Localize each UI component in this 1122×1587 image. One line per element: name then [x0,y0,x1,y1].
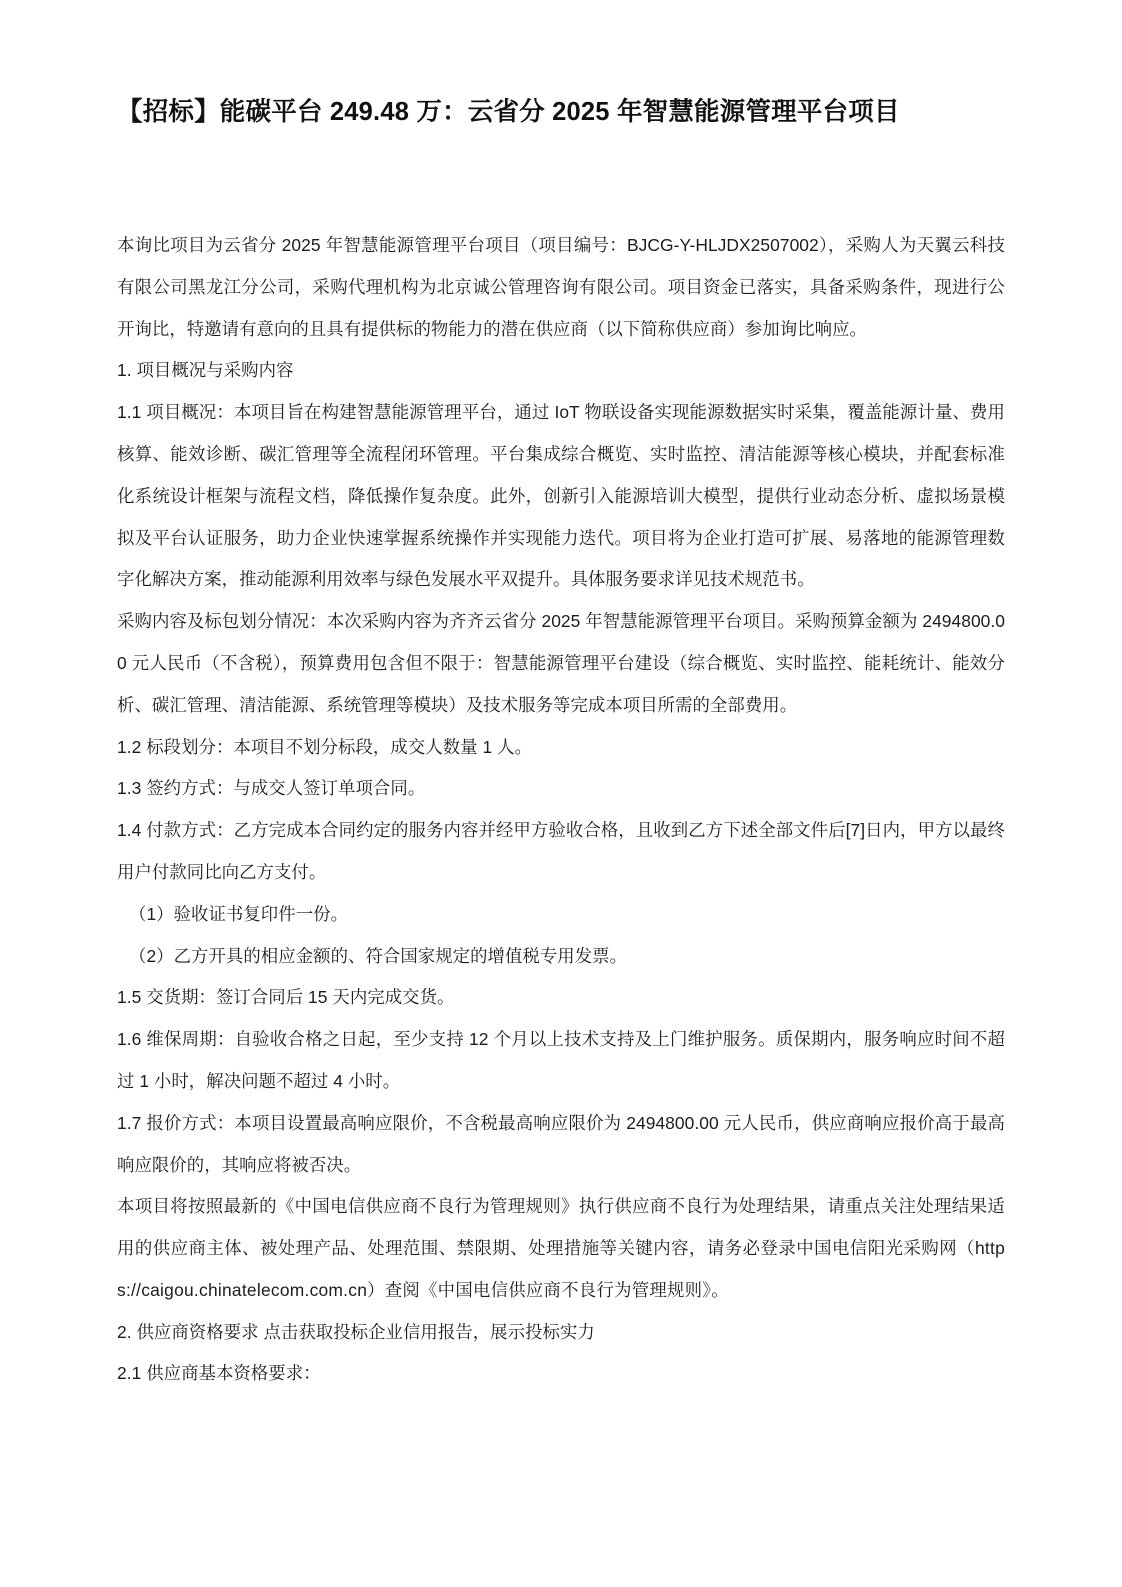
section-2-heading: 2. 供应商资格要求 点击获取投标企业信用报告，展示投标实力 [117,1321,595,1342]
clause-1-4-payment-method: 1.4 付款方式：乙方完成本合同约定的服务内容并经甲方验收合格，且收到乙方下述全部文件后[7]日内，甲方以最终用户付款同比向乙方支付。 [117,820,1005,882]
clause-1-6-warranty-period: 1.6 维保周期：自验收合格之日起，至少支持 12 个月以上技术支持及上门维护服务。质保期内，服务响应时间不超过 1 小时，解决问题不超过 4 小时。 [117,1029,1005,1091]
clause-1-7-quotation-method: 1.7 报价方式：本项目设置最高响应限价，不含税最高响应限价为 2494800.00 元人民币，供应商响应报价高于最高响应限价的，其响应将被否决。 [117,1112,1005,1175]
clause-1-1-project-overview: 1.1 项目概况：本项目旨在构建智慧能源管理平台，通过 IoT 物联设备实现能源数据实时采集，覆盖能源计量、费用核算、能效诊断、碳汇管理等全流程闭环管理。平台集成综合概览、实时监控、清洁能源等核心模块，并配套标准化系统设计框架与流程文档，降低操作复杂度。此外，创新引入能源培训大模型，提供行业动态分析、虚拟场景模拟及平台认证服务，助力企业快速掌握系统操作并实现能力迭代。项目将为企业打造可扩展、易落地的能源管理数字化解决方案，推动能源利用效率与绿色发展水平双提升。具体服务要求详见技术规范书。 [117,402,1005,590]
clause-1-2-lot-division: 1.2 标段划分：本项目不划分标段，成交人数量 1 人。 [117,736,532,757]
clause-2-1-basic-qualification: 2.1 供应商基本资格要求： [117,1363,321,1384]
document-body [117,225,1005,1395]
page-title: 【招标】能碳平台 249.48 万：云省分 2025 年智慧能源管理平台项目 [117,98,900,126]
clause-1-3-contract-method: 1.3 签约方式：与成交人签订单项合同。 [117,778,426,799]
clause-1-1-procurement-scope: 采购内容及标包划分情况：本次采购内容为齐齐云省分 2025 年智慧能源管理平台项目。采购预算金额为 2494800.00 元人民币（不含税），预算费用包含但不限于：智慧能源管理平台建设（综合概览、实时监控、能耗统计、能效分析、碳汇管理、清洁能源、系统管理等模块）及技术服务等完成本项目所需的全部费用。 [117,611,1005,715]
clause-1-4-item-1: （1）验收证书复印件一份。 [129,903,349,924]
section-1-heading: 1. 项目概况与采购内容 [117,360,294,381]
clause-1-4-item-2: （2）乙方开具的相应金额的、符合国家规定的增值税专用发票。 [129,945,628,966]
intro-paragraph: 本询比项目为云省分 2025 年智慧能源管理平台项目（项目编号：BJCG-Y-HLJDX2507002），采购人为天翼云科技有限公司黑龙江分公司，采购代理机构为北京诚公管理咨询有限公司。项目资金已落实，具备采购条件，现进行公开询比，特邀请有意向的且具有提供标的物能力的潜在供应商（以下简称供应商）参加询比响应。 [117,234,1005,339]
clause-1-5-delivery-period: 1.5 交货期：签订合同后 15 天内完成交货。 [117,987,455,1008]
supplier-misconduct-rule-paragraph: 本项目将按照最新的《中国电信供应商不良行为管理规则》执行供应商不良行为处理结果，请重点关注处理结果适用的供应商主体、被处理产品、处理范围、禁限期、处理措施等关键内容，请务必登录中国电信阳光采购网（https://caigou.chinatelecom.com.cn）查阅《中国电信供应商不良行为管理规则》。 [117,1196,1005,1300]
